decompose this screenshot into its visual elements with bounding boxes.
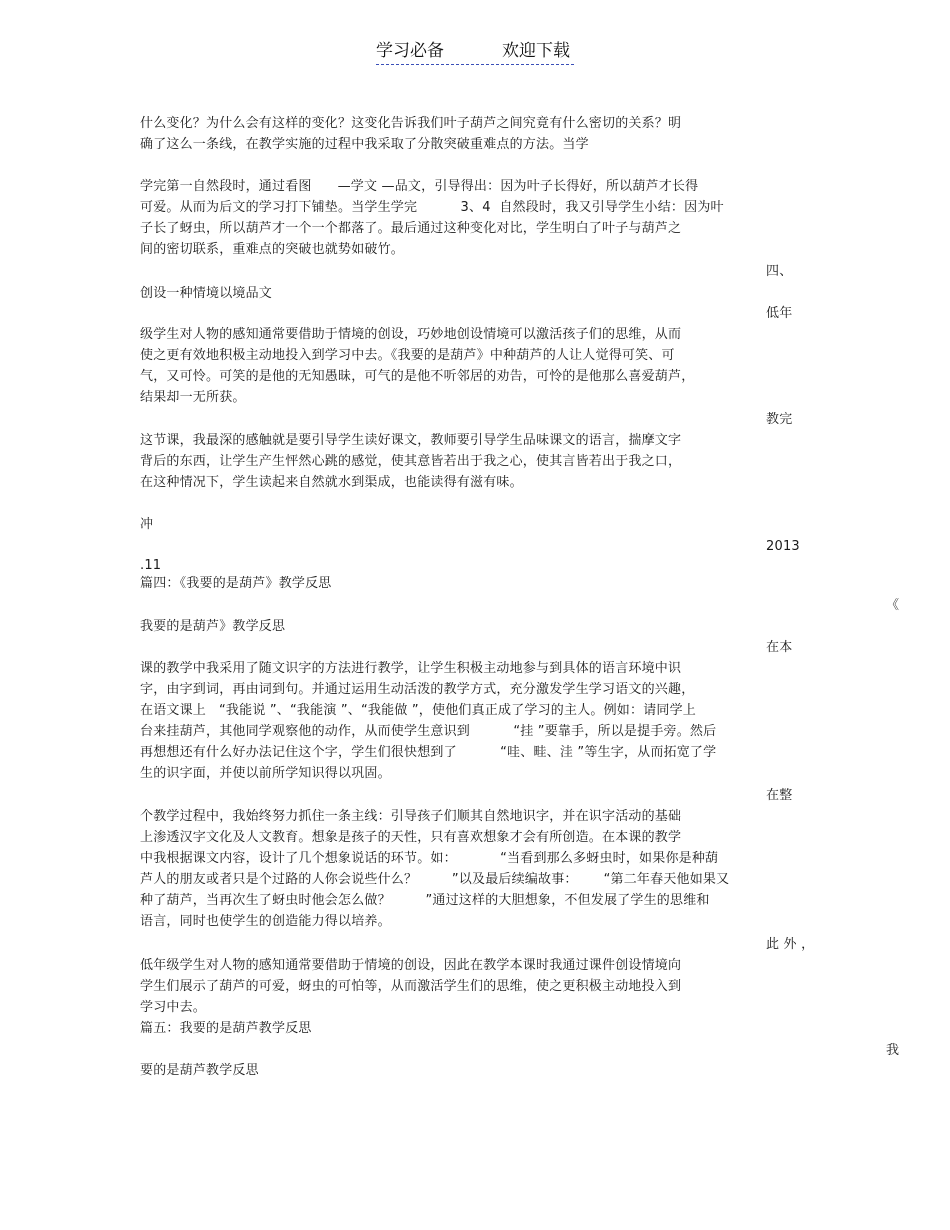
body-line: 在这种情况下，学生读起来自然就水到渠成，也能读得有滋有味。 [140,475,523,490]
body-line: 中我根据课文内容，设计了几个想象说话的环节。如： “当看到那么多蚜虫时，如果你是种葫 [140,851,719,866]
date-month: .11 [140,558,162,573]
body-line: 背后的东西，让学生产生怦然心跳的感觉，使其意皆若出于我之心，使其言皆若出于我之口， [140,454,682,469]
article-subtitle: 要的是葫芦教学反思 [140,1063,259,1078]
body-line: 学习中去。 [140,1000,207,1015]
body-line: 在整 [766,788,793,803]
body-line: 我 [886,1043,900,1058]
body-line: 确了这么一条线，在教学实施的过程中我采取了分散突破重难点的方法。当学 [140,137,589,152]
body-line: 芦人的朋友或者只是个过路的人你会说些什么？ ”以及最后续编故事： “第二年春天他如果又 [140,872,730,887]
header-left-text: 学习必备 [376,41,444,61]
body-line: 上渗透汉字文化及人文教育。想象是孩子的天性，只有喜欢想象才会有所创造。在本课的教学 [140,830,682,845]
body-line: 此 外 ， [766,937,815,952]
body-line: 字，由字到词，再由词到句。并通过运用生动活泼的教学方式，充分激发学生学习语文的兴趣， [140,682,695,697]
body-line: 台来挂葫芦，其他同学观察他的动作，从而使学生意识到 “挂 ”要靠手，所以是提手旁。然后 [140,724,717,739]
section-number: 四、 [766,264,793,279]
body-line: 什么变化？为什么会有这样的变化？这变化告诉我们叶子葫芦之间究竟有什么密切的关系？明 [140,116,682,131]
article-title: 篇五：我要的是葫芦教学反思 [140,1021,312,1036]
body-line: 语言，同时也使学生的创造能力得以培养。 [140,914,391,929]
date-year: 2013 [766,539,800,554]
body-line: 教完 [766,412,793,427]
body-line: 再想想还有什么好办法记住这个字，学生们很快想到了 “哇、畦、洼 ”等生字，从而拓宽了学 [140,745,717,760]
article-title: 篇四：《我要的是葫芦》教学反思 [140,576,332,591]
body-line: 种了葫芦，当再次生了蚜虫时他会怎么做？ ”通过这样的大胆想象，不但发展了学生的思维和 [140,893,710,908]
body-line: 气，又可怜。可笑的是他的无知愚昧，可气的是他不听邻居的劝告，可怜的是他那么喜爱葫芦， [140,369,695,384]
body-line: 间的密切联系，重难点的突破也就势如破竹。 [140,242,405,257]
author-text: 冲 [140,517,154,532]
page-header [376,40,574,65]
body-line: 《 [886,598,900,613]
body-line: 在本 [766,640,793,655]
body-line: 使之更有效地积极主动地投入到学习中去。《我要的是葫芦》中种葫芦的人让人觉得可笑、可 [140,348,675,363]
body-line: 低年级学生对人物的感知通常要借助于情境的创设，因此在教学本课时我通过课件创设情境向 [140,958,682,973]
body-line: 可爱。从而为后文的学习打下铺垫。当学生学完 3、4 自然段时，我又引导学生小结：因为叶 [140,200,724,215]
body-line: 学生们展示了葫芦的可爱，蚜虫的可怕等，从而激活学生们的思维，使之更积极主动地投入到 [140,979,682,994]
section-heading: 创设一种情境以境品文 [140,286,273,301]
body-line: 子长了蚜虫，所以葫芦才一个一个都落了。最后通过这种变化对比，学生明白了叶子与葫芦之 [140,221,682,236]
body-line: 这节课，我最深的感触就是要引导学生读好课文，教师要引导学生品味课文的语言，揣摩文字 [140,433,682,448]
body-line: 低年 [766,306,793,321]
body-line: 级学生对人物的感知通常要借助于情境的创设，巧妙地创设情境可以激活孩子们的思维，从而 [140,327,682,342]
article-subtitle: 我要的是葫芦》教学反思 [140,619,286,634]
body-line: 在语文课上 “我能说 ”、“我能演 ”、“我能做 ”，使他们真正成了学习的主人。例如：请同学上 [140,703,697,718]
body-line: 个教学过程中，我始终努力抓住一条主线：引导孩子们顺其自然地识字，并在识字活动的基础 [140,809,682,824]
body-line: 课的教学中我采用了随文识字的方法进行教学，让学生积极主动地参与到具体的语言环境中识 [140,661,682,676]
body-line: 学完第一自然段时，通过看图 —学文 —品文，引导得出：因为叶子长得好，所以葫芦才长得 [140,179,699,194]
body-line: 结果却一无所获。 [140,390,246,405]
body-line: 生的识字面，并使以前所学知识得以巩固。 [140,766,391,781]
header-right-text: 欢迎下载 [502,41,570,61]
